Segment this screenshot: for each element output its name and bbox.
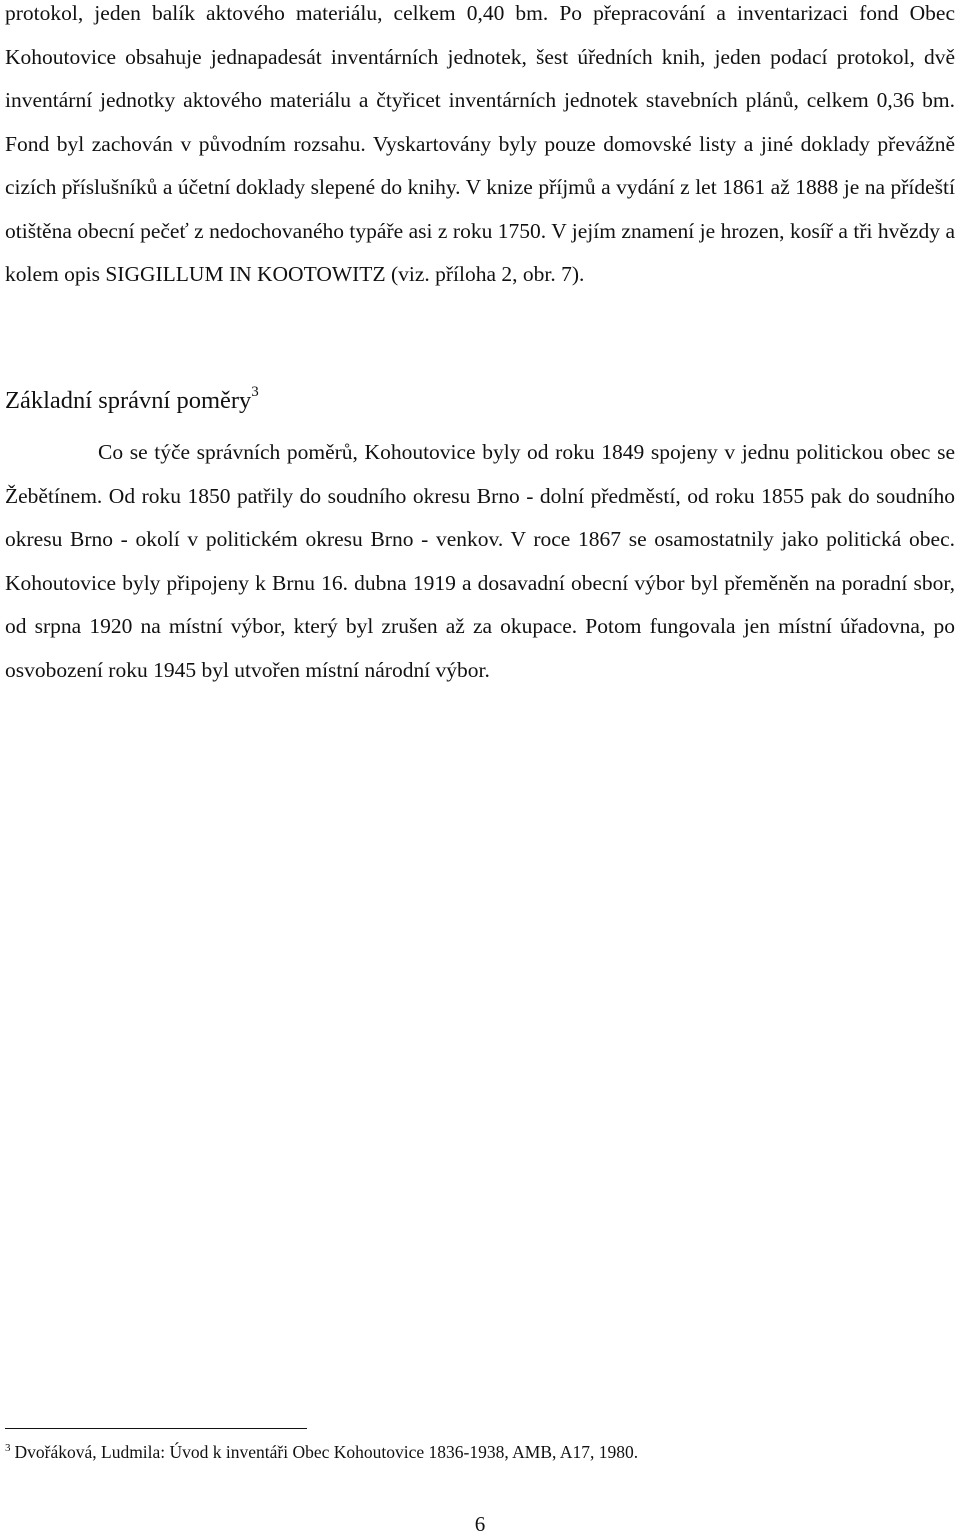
footnote-separator [5, 1428, 307, 1429]
section-heading [5, 384, 259, 415]
footnote-text: Dvořáková, Ludmila: Úvod k inventáři Obec Kohoutovice 1836-1938, AMB, A17, 1980. [14, 1442, 639, 1462]
page-number: 6 [474, 1512, 486, 1536]
body-paragraph-administrative: Co se týče správních poměrů, Kohoutovice byly od roku 1849 spojeny v jednu politickou obec se Žebětínem. Od roku 1850 patřily do soudního okresu Brno - dolní předměstí, od roku 1855 pak do soudního okresu Brno - okolí v politickém okresu Brno - venkov. V roce 1867 se osamostatnily jako politická obec. Kohoutovice byly připojeny k Brnu 16. dubna 1919 a dosavadní obecní výbor byl přeměněn na poradní sbor, od srpna 1920 na místní výbor, který byl zrušen až za okupace. Potom fungovala jen místní úřadovna, po osvobození roku 1945 byl utvořen místní národní výbor. [5, 440, 955, 682]
footnote-number: 3 [5, 1442, 11, 1454]
section-heading-text: Základní správní poměry [5, 387, 252, 414]
footnote-reference: 3 [251, 384, 259, 400]
footnote [5, 1442, 638, 1463]
body-paragraph: protokol, jeden balík aktového materiálu, celkem 0,40 bm. Po přepracování a inventarizaci fond Obec Kohoutovice obsahuje jednapadesát inventárních jednotek, šest úředních knih, jeden podací protokol, dvě inventární jednotky aktového materiálu a čtyřicet inventárních jednotek stavebních plánů, celkem 0,36 bm. Fond byl zachován v původním rozsahu. Vyskartovány byly pouze domovské listy a jiné doklady převážně cizích příslušníků a účetní doklady slepené do knihy. V knize příjmů a vydání z let 1861 až 1888 je na přídeští otištěna obecní pečeť z nedochovaného typáře asi z roku 1750. V jejím znamení je hrozen, kosíř a tři hvězdy a kolem opis SIGGILLUM IN KOOTOWITZ (viz. příloha 2, obr. 7). [5, 1, 955, 286]
